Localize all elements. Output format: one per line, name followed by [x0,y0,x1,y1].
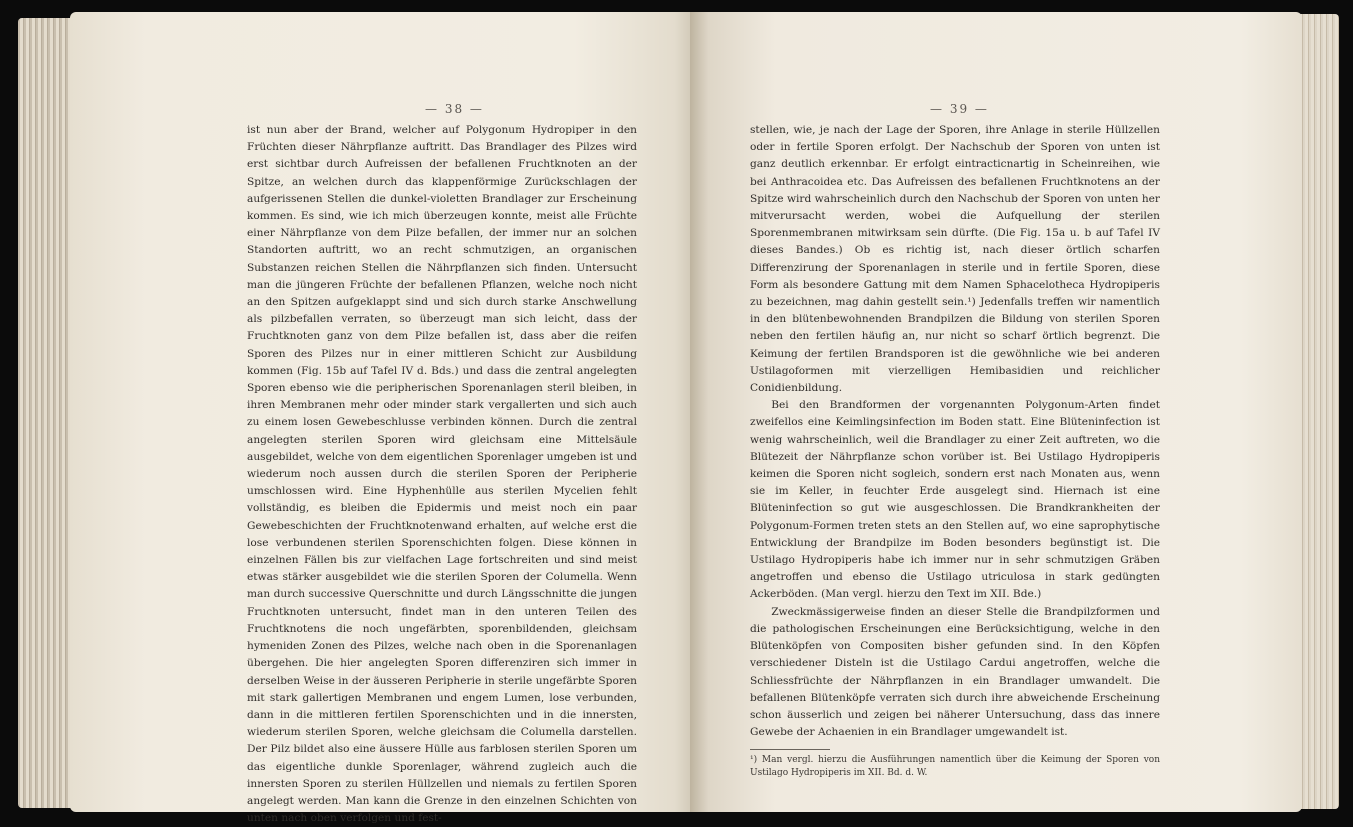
left-paragraph-1: ist nun aber der Brand, welcher auf Polygonum Hydropiper in den Früchten dieser Nährpflanze auftritt. Das Brandlager des Pilzes wird erst sichtbar durch Aufreissen der befallenen Fruchtknoten an der Spitze, an welchen durch das klappenförmige Zurückschlagen der aufgerissenen Stellen die dunkel-violetten Brandlager zur Erscheinung kommen. Es sind, wie ich mich überzeugen konnte, meist alle Früchte einer Nährpflanze von dem Pilze befallen, der immer nur an solchen Standorten auftritt, wo an recht schmutzigen, an organischen Substanzen reichen Stellen die Nährpflanzen sich finden. Untersucht man die jüngeren Früchte der befallenen Pflanzen, welche noch nicht an den Spitzen aufgeklappt sind und sich durch starke Anschwellung als pilzbefallen verraten, so überzeugt man sich leicht, dass der Fruchtknoten ganz von dem Pilze befallen ist, dass aber die reifen Sporen des Pilzes nur in einer mittleren Schicht zur Ausbildung kommen (Fig. 15b auf Tafel IV d. Bds.) und dass die zentral angelegten Sporen ebenso wie die peripherischen Sporenanlagen steril bleiben, in ihren Membranen mehr oder minder stark vergallerten und sich auch zu einem losen Gewebeschlusse verbinden können. Durch die zentral angelegten sterilen Sporen wird gleichsam eine Mittelsäule ausgebildet, welche von dem eigentlichen Sporenlager umgeben ist und wiederum noch aussen durch die sterilen Sporen der Peripherie umschlossen wird. Eine Hyphenhülle aus sterilen Mycelien fehlt vollständig, es bleiben die Epidermis und meist noch ein paar Gewebeschichten der Fruchtknotenwand erhalten, auf welche erst die lose verbundenen sterilen Sporenschichten folgen. Diese können in einzelnen Fällen bis zur vielfachen Lage fortschreiten und sind meist etwas stärker ausgebildet wie die sterilen Sporen der Columella. Wenn man durch successive Querschnitte und durch Längsschnitte die jungen Fruchtknoten untersucht, findet man in den unteren Teilen des Fruchtknotens die noch ungefärbten, sporenbildenden, gleichsam hymeniden Zonen des Pilzes, welche nach oben in die Sporenanlagen übergehen. Die hier angelegten Sporen differenziren sich immer in derselben Weise in der äusseren Peripherie in sterile ungefärbte Sporen mit stark gallertigen Membranen und engem Lumen, lose verbunden, dann in die mittleren fertilen Sporenschichten und in die innersten, wiederum sterilen Sporen, welche gleichsam die Columella darstellen. Der Pilz bildet also eine äussere Hülle aus farblosen sterilen Sporen um das eigentliche dunkle Sporenlager, während zugleich auch die innersten Sporen zu sterilen Hüllzellen und niemals zu fertilen Sporen angelegt werden. Man kann die Grenze in den einzelnen Schichten von unten nach oben verfolgen und fest- [247,124,637,825]
right-paragraph-2: Bei den Brandformen der vorgenannten Polygonum-Arten findet zweifellos eine Keimlingsinfection im Boden statt. Eine Blüteninfection ist wenig wahrscheinlich, weil die Brandlager zu einer Zeit auftreten, wo die Blütezeit der Nährpflanze schon vorüber ist. Bei Ustilago Hydropiperis keimen die Sporen nicht sogleich, sondern erst nach Monaten aus, wenn sie im Keller, in feuchter Erde ausgelegt sind. Hiernach ist eine Blüteninfection so gut wie ausgeschlossen. Die Brandkrankheiten der Polygonum-Formen treten stets an den Stellen auf, wo eine saprophytische Entwicklung der Brandpilze im Boden besonders begünstigt ist. Die Ustilago Hydropiperis habe ich immer nur in sehr schmutzigen Gräben angetroffen und ebenso die Ustilago utriculosa in stark gedüngten Ackerböden. (Man vergl. hierzu den Text im XII. Bde.) [750,399,1160,601]
page-number-left: — 38 — [425,102,484,116]
footnote-rule [750,749,830,750]
left-page-body [247,122,637,827]
right-paragraph-3: Zweckmässigerweise finden an dieser Stelle die Brandpilzformen und die pathologischen Erscheinungen eine Berücksichtigung, welche in den Blütenköpfen von Compositen bisher gefunden sind. In den Köpfen verschiedener Disteln ist die Ustilago Cardui angetroffen, welche die Schliessfrüchte der Nährpflanzen in ein Brandlager umwandelt. Die befallenen Blütenköpfe verraten sich durch ihre abweichende Erscheinung schon äusserlich und zeigen bei näherer Untersuchung, dass das innere Gewebe der Achaenien in ein Brandlager umgewandelt ist. [750,605,1160,739]
left-page [70,12,700,825]
right-paragraph-1: stellen, wie, je nach der Lage der Sporen, ihre Anlage in sterile Hüllzellen oder in fertile Sporen erfolgt. Der Nachschub der Sporen von unten ist ganz deutlich erkennbar. Er erfolgt eintracticnartig in Scheinreihen, wie bei Anthracoidea etc. Das Aufreissen des befallenen Fruchtknotens an der Spitze wird wahrscheinlich durch den Nachschub der Sporen von unten her mitverursacht werden, wobei die Aufquellung der sterilen Sporenmembranen mitwirksam sein dürfte. (Die Fig. 15a u. b auf Tafel IV dieses Bandes.) Ob es richtig ist, nach dieser örtlich scharfen Differenzirung der Sporenanlagen in sterile und in fertile Sporen, diese Form als besondere Gattung mit dem Namen Sphacelotheca Hydropiperis zu bezeichnen, mag dahin gestellt sein.¹) Jedenfalls treffen wir namentlich in den blütenbewohnenden Brandpilzen die Bildung von sterilen Sporen neben den fertilen häufig an, nur nicht so scharf örtlich begrenzt. Die Keimung der fertilen Brandsporen ist die gewöhnliche wie bei anderen Ustilagoformen mit vierzelligen Hemibasidien und reichlicher Conidienbildung. [750,124,1160,395]
page-number-right: — 39 — [930,102,989,116]
right-page-body [750,122,1160,780]
footnote: ¹) Man vergl. hierzu die Ausführungen namentlich über die Keimung der Sporen von Ustilago Hydropiperis im XII. Bd. d. W. [750,755,1160,779]
right-page [690,12,1302,812]
